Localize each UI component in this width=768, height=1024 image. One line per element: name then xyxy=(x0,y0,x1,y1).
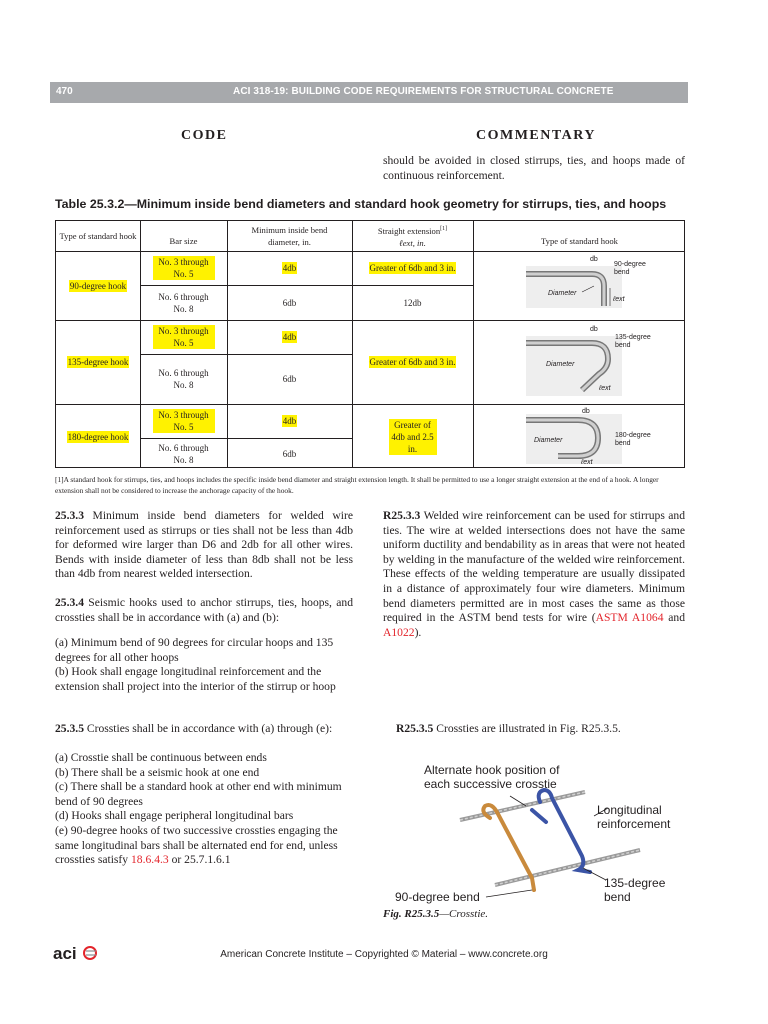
row-135-bend-a: 4db xyxy=(282,332,297,342)
th-straight-ext-label: Straight extension xyxy=(377,225,441,236)
figure-number: Fig. R25.3.5 xyxy=(383,908,440,920)
th-min-bend: Minimum inside bend diameter, in. xyxy=(251,225,328,247)
section-number: R25.3.5 xyxy=(396,722,434,735)
section-text: Minimum inside bend diameters for welded wire reinforcement used as stirrups or ties shall not be less than 4db for deformed wire larger than D6 and 2db for all other wires. Bends with inside diameter of less than 8db shall not be less than 4db from nearest welded intersection. xyxy=(55,509,353,581)
hook-180-figure xyxy=(526,408,651,466)
hook-135-diameter: Diameter xyxy=(546,361,575,368)
code-25-3-4-items xyxy=(55,636,353,694)
commentary-r25-3-5: R25.3.5 Crossties are illustrated in Fig. R25.3.5. xyxy=(396,722,621,735)
th-bar-size: Bar size xyxy=(169,236,198,246)
code-25-3-3 xyxy=(55,509,353,582)
section-number: 25.3.5 xyxy=(55,722,84,735)
row-135-bar-b: No. 6 through No. 8 xyxy=(158,368,209,390)
list-item: (a) Minimum bend of 90 degrees for circular hoops and 135 degrees for all other hoops xyxy=(55,636,334,664)
hook-90-bend: 90-degree bend xyxy=(614,261,646,276)
row-180-hook-type: 180-degree hook xyxy=(67,431,129,442)
list-item: (c) There shall be a standard hook at other end with minimum bend of 90 degrees xyxy=(55,780,342,808)
running-title: ACI 318-19: BUILDING CODE REQUIREMENTS FOR STRUCTURAL CONCRETE xyxy=(233,86,614,97)
section-number: R25.3.3 xyxy=(383,509,421,522)
page-header-band xyxy=(50,82,688,103)
row-180-bar-a: No. 3 through No. 5 xyxy=(140,404,227,438)
row-180-bend-b: 6db xyxy=(282,448,297,459)
section-number: 25.3.4 xyxy=(55,596,84,609)
code-25-3-5 xyxy=(55,722,353,737)
row-135-ext: Greater of 6db and 3 in. xyxy=(369,357,456,367)
row-180-bend-a: 4db xyxy=(282,416,297,426)
hook-90-diameter: Diameter xyxy=(548,290,577,297)
hook-90-db: db xyxy=(590,256,598,263)
row-90-hook-type: 90-degree hook xyxy=(69,280,127,291)
row-90-bar-a: No. 3 through No. 5 xyxy=(140,251,227,285)
hook-geometry-table xyxy=(55,220,685,468)
figure-caption xyxy=(383,908,488,920)
row-90-ext-b: 12db xyxy=(403,297,422,308)
list-item: (e) 90-degree hooks of two successive crossties engaging the same longitudinal bars shall be alternated end for end, unless crossties satisfy 18.6.4.3 or 25.7.1.6.1 xyxy=(55,823,338,867)
row-135-bar-a: No. 3 through No. 5 xyxy=(140,320,227,354)
row-135-bend-b: 6db xyxy=(282,374,297,384)
link-a1022[interactable]: A1022 xyxy=(383,625,415,639)
th-type-hook: Type of standard hook xyxy=(59,231,137,241)
th-straight-ext xyxy=(352,221,473,251)
list-item: (b) There shall be a seismic hook at one end xyxy=(55,765,260,779)
hook-135-lext: ℓext xyxy=(599,385,611,392)
hook-135-db: db xyxy=(590,326,598,333)
hook-figures xyxy=(474,252,685,468)
th-straight-ext-symbol: ℓext, in. xyxy=(399,237,426,248)
table-footnote: [1]A standard hook for stirrups, ties, and hoops includes the specific inside bend diameter and straight extension length. It shall be permitted to use a longer straight extension at the end of a hook. A longer extension shall not be considered to increase the anchorage capacity of the hook. xyxy=(55,475,659,495)
list-item: (b) Hook shall engage longitudinal reinforcement and the extension shall project into the interior of the stirrup or hoop xyxy=(55,665,336,693)
list-item: (a) Crosstie shall be continuous between ends xyxy=(55,751,267,764)
hook-135-bend: 135-degree bend xyxy=(615,334,651,349)
table-title: Table 25.3.2—Minimum inside bend diameters and standard hook geometry for stirrups, ties, and hoops xyxy=(55,197,667,211)
section-number: 25.3.3 xyxy=(55,509,84,522)
blue-crosstie xyxy=(532,790,590,872)
commentary-continuation: should be avoided in closed stirrups, ties, and hoops made of continuous reinforcement. xyxy=(383,154,685,182)
code-25-3-4 xyxy=(55,596,353,625)
ref-25-7-1-6-1: 25.7.1.6.1 xyxy=(184,853,231,867)
fig-label-90-bend: 90-degree bend xyxy=(395,890,480,904)
row-90-ext-a: Greater of 6db and 3 in. xyxy=(369,263,456,273)
row-180-bar-b: No. 6 through No. 8 xyxy=(158,442,209,465)
code-25-3-5-items xyxy=(55,751,353,868)
hook-180-bend: 180-degree bend xyxy=(615,432,651,447)
th-type-hook-figure: Type of standard hook xyxy=(541,236,618,246)
hook-180-lext: ℓext xyxy=(581,459,593,466)
figure-caption-text: —Crosstie. xyxy=(439,908,489,920)
link-18-6-4-3[interactable]: 18.6.4.3 xyxy=(131,853,169,867)
page-number: 470 xyxy=(56,86,73,97)
svg-text:aci: aci xyxy=(53,944,77,963)
commentary-column-heading: COMMENTARY xyxy=(476,128,597,143)
code-column-heading: CODE xyxy=(181,128,228,143)
th-footnote-mark: [1] xyxy=(440,226,448,233)
section-text: Seismic hooks used to anchor stirrups, ties, hoops, and crossties shall be in accordance with (a) and (b): xyxy=(55,596,353,624)
footer-text: American Concrete Institute – Copyrighted © Material – www.concrete.org xyxy=(220,949,548,960)
link-astm-a1064[interactable]: ASTM A1064 xyxy=(595,611,664,625)
fig-label-alternate-hook: Alternate hook position of each successive crosstie xyxy=(424,763,560,791)
hook-90-lext: ℓext xyxy=(613,296,625,303)
hook-90-figure xyxy=(526,256,646,308)
hook-180-db: db xyxy=(582,408,590,415)
hook-180-diameter: Diameter xyxy=(534,437,563,444)
fig-label-longitudinal: Longitudinal reinforcement xyxy=(597,803,671,831)
commentary-r25-3-3: R25.3.3 Welded wire reinforcement can be used for stirrups and ties. The wire at welded intersections does not have the same uniform ductility and bendability as in areas that were not heated by welding in the manufacture of the welded wire reinforcement. These effects of the welding temperature are usually dissipated in a distance of approximately four wire diameters. Minimum bend diameters permitted are in most cases the same as those required in the ASTM bend tests for wire (ASTM A1064 and A1022). xyxy=(383,509,686,639)
hook-135-figure xyxy=(526,326,651,396)
row-135-hook-type: 135-degree hook xyxy=(67,357,129,367)
row-90-bend-b: 6db xyxy=(282,297,297,308)
row-180-ext: Greater of 4db and 2.5 in. xyxy=(352,404,473,469)
list-item: (d) Hooks shall engage peripheral longitudinal bars xyxy=(55,809,294,823)
row-90-bend-a: 4db xyxy=(282,263,297,273)
fig-label-135-bend: 135-degree bend xyxy=(604,876,666,904)
row-90-bar-b: No. 6 through No. 8 xyxy=(158,291,209,314)
section-text: Crossties shall be in accordance with (a) through (e): xyxy=(83,722,333,735)
